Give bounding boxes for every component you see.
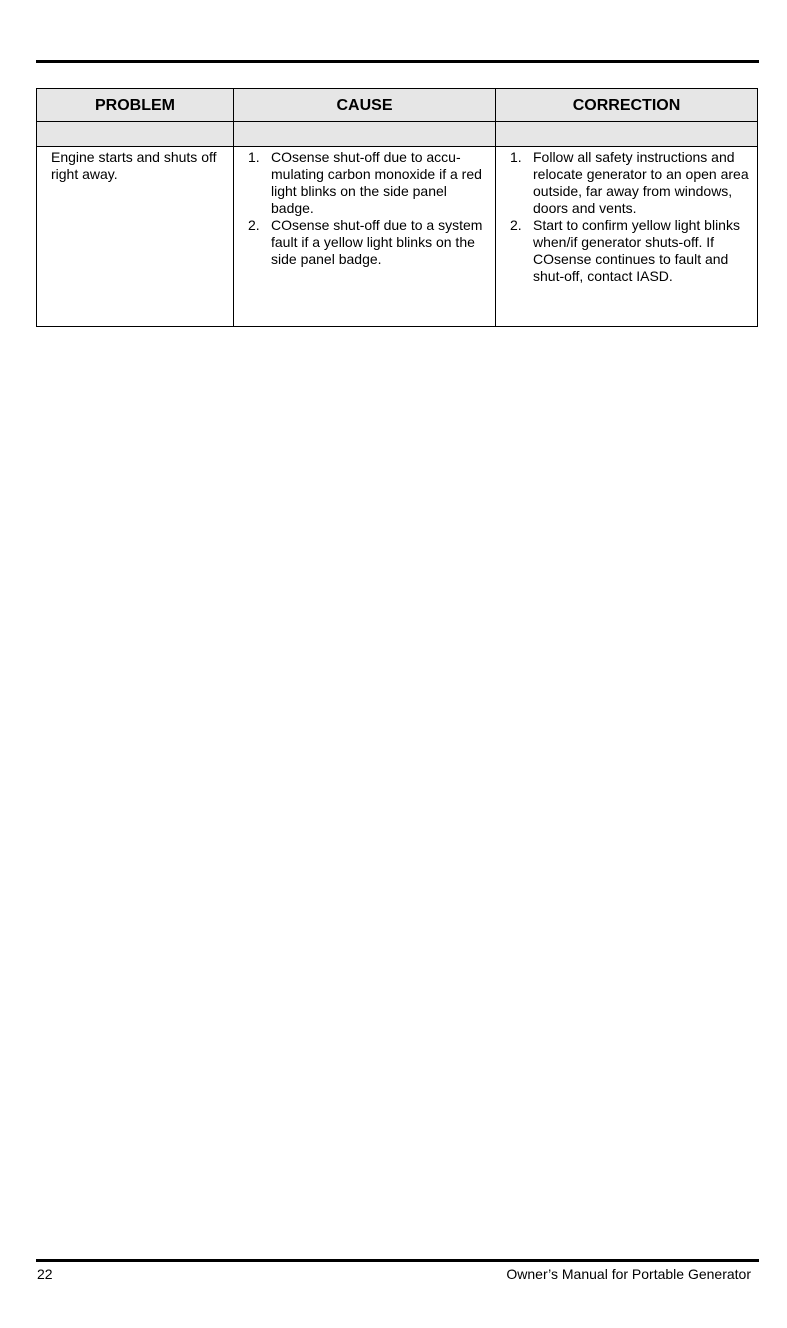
list-item — [510, 149, 749, 217]
cause-text: COsense shut-off due to a system fault if a yellow light blinks on the side panel badge. — [271, 217, 483, 267]
correction-cell — [496, 147, 758, 327]
problem-cell: Engine starts and shuts off right away. — [37, 147, 234, 327]
correction-text: Start to confirm yellow light blinks when/if generator shuts-off. If COsense continues to fault and shut-off, contact IASD. — [533, 217, 740, 284]
header-correction: CORRECTION — [496, 89, 758, 122]
correction-text: Follow all safety instructions and relocate generator to an open area outside, far away from windows, doors and vents. — [533, 149, 749, 216]
header-rule — [36, 60, 759, 63]
list-number: 2. — [510, 217, 522, 233]
header-problem: PROBLEM — [37, 89, 234, 122]
header-cause: CAUSE — [234, 89, 496, 122]
cause-cell — [234, 147, 496, 327]
correction-list — [510, 149, 749, 285]
table-spacer-row — [37, 122, 758, 147]
page-number: 22 — [37, 1266, 53, 1282]
list-number: 1. — [510, 149, 522, 165]
cause-list — [248, 149, 487, 268]
list-item — [510, 217, 749, 285]
footer-rule — [36, 1259, 759, 1262]
list-number: 1. — [248, 149, 260, 165]
list-item — [248, 217, 487, 268]
list-item — [248, 149, 487, 217]
footer-title: Owner’s Manual for Portable Generator — [506, 1266, 751, 1282]
list-number: 2. — [248, 217, 260, 233]
table-header-row — [37, 89, 758, 122]
troubleshooting-table — [36, 88, 758, 327]
table-row — [37, 147, 758, 327]
cause-text: COsense shut-off due to accu-mulating carbon monoxide if a red light blinks on the side panel badge. — [271, 149, 482, 216]
